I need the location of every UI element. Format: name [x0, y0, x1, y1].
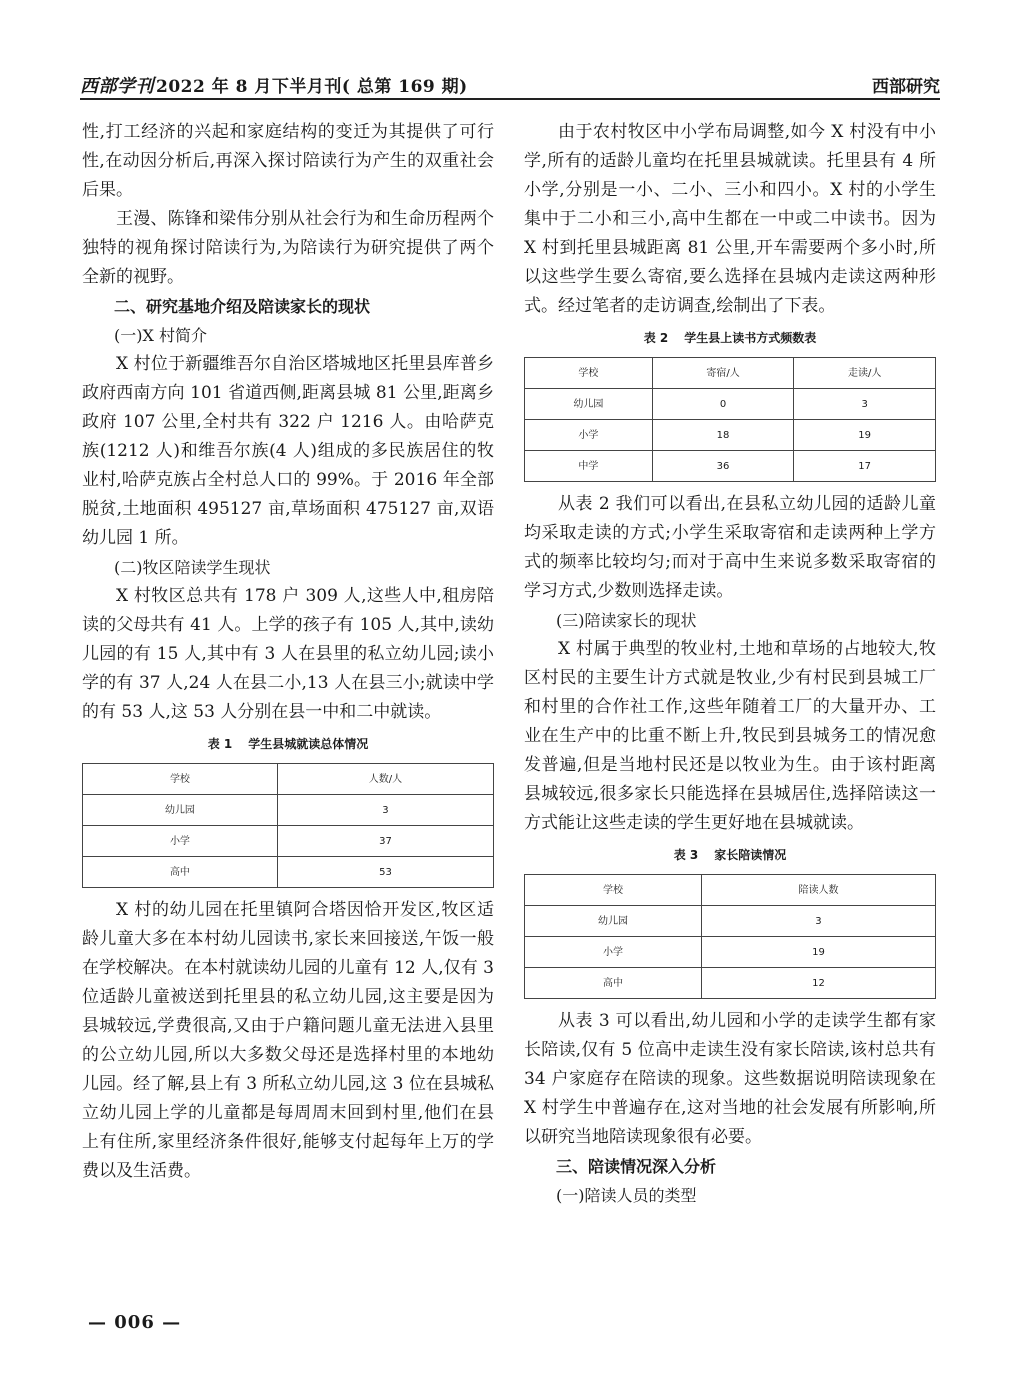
table-cell: 3 [794, 389, 936, 420]
table-row [525, 451, 936, 482]
table-cell: 3 [701, 906, 935, 937]
table-cell: 19 [701, 937, 935, 968]
table-cell: 0 [652, 389, 794, 420]
table-row [83, 826, 494, 857]
table-number: 表 3 [673, 848, 699, 862]
table-cell: 中学 [525, 451, 653, 482]
table-cell: 36 [652, 451, 794, 482]
table-row [525, 937, 936, 968]
table-number: 表 2 [643, 331, 669, 345]
table-caption [82, 735, 494, 753]
table-cell: 53 [277, 857, 493, 888]
section-title: 西部研究 [872, 77, 940, 97]
table-row [525, 906, 936, 937]
journal-logo: 西部学刊 [80, 76, 154, 97]
table-cell: 19 [794, 420, 936, 451]
page-number: — 006 — [88, 1312, 182, 1333]
table-caption [524, 846, 936, 864]
left-column [82, 118, 494, 1186]
table-cell: 小学 [525, 937, 702, 968]
table-title: 学生县城就读总体情况 [248, 737, 369, 751]
column-header: 走读/人 [794, 358, 936, 389]
paragraph: 王漫、陈锋和梁伟分别从社会行为和生命历程两个独特的视角探讨陪读行为,为陪读行为研究提供了两个全新的视野。 [82, 209, 494, 287]
column-header: 人数/人 [277, 764, 493, 795]
table-row [525, 968, 936, 999]
paragraph: X 村的幼儿园在托里镇阿合塔因恰开发区,牧区适龄儿童大多在本村幼儿园读书,家长来回接送,午饭一般在学校解决。在本村就读幼儿园的儿童有 12 人,仅有 3 位适龄儿童被送到托里县的私立幼儿园,这主要是因为县城较远,学费很高,又由于户籍问题儿童无法进入县里的公立幼儿园,所以大多数父母还是选择村里的本地幼儿园。经了解,县上有 3 所私立幼儿园,这 3 位在县城私立幼儿园上学的儿童都是每周周末回到村里,他们在县上有住所,家里经济条件很好,能够支付起每年上万的学费以及生活费。 [82, 900, 494, 1181]
right-column [524, 118, 936, 1210]
column-header: 寄宿/人 [652, 358, 794, 389]
paragraph: X 村位于新疆维吾尔自治区塔城地区托里县库普乡政府西南方向 101 省道西侧,距离县城 81 公里,距离乡政府 107 公里,全村共有 322 户 1216 人。由哈萨克族(1212 人)和维吾尔族(4 人)组成的多民族居住的牧业村,哈萨克族占全村总人口的 99%。于 2016 年全部脱贫,土地面积 495127 亩,草场面积 475127 亩,双语幼儿园 1 所。 [82, 354, 494, 548]
subsection-heading: (一)陪读人员的类型 [556, 1186, 697, 1205]
paragraph: 由于农村牧区中小学布局调整,如今 X 村没有中小学,所有的适龄儿童均在托里县城就读。托里县有 4 所小学,分别是一小、二小、三小和四小。X 村的小学生集中于二小和三小,高中生都在一中或二中读书。因为 X 村到托里县城距离 81 公里,开车需要两个多小时,所以这些学生要么寄宿,要么选择在县城内走读这两种形式。经过笔者的走访调查,绘制出了下表。 [524, 122, 936, 316]
paragraph: 性,打工经济的兴起和家庭结构的变迁为其提供了可行性,在动因分析后,再深入探讨陪读行为产生的双重社会后果。 [82, 122, 494, 200]
table-cell: 幼儿园 [525, 906, 702, 937]
table-cell: 高中 [525, 968, 702, 999]
subsection-heading: (一)X 村简介 [114, 326, 207, 345]
paragraph: X 村属于典型的牧业村,土地和草场的占地较大,牧区村民的主要生计方式就是牧业,少有村民到县城工厂和村里的合作社工作,这些年随着工厂的大量开办、工业在生产中的比重不断上升,牧民到县城务工的情况愈发普遍,但是当地村民还是以牧业为生。由于该村距离县城较远,很多家长只能选择在县城居住,选择陪读这一方式能让这些走读的学生更好地在县城就读。 [524, 639, 936, 833]
table-1 [82, 763, 494, 888]
table-row [83, 857, 494, 888]
table-row [525, 420, 936, 451]
table-cell: 3 [277, 795, 493, 826]
subsection-heading: (三)陪读家长的现状 [556, 611, 697, 630]
table-title: 学生县上读书方式频数表 [684, 331, 817, 345]
table-cell: 18 [652, 420, 794, 451]
issue-info: 2022 年 8 月下半月刊( 总第 169 期) [156, 77, 468, 97]
section-heading: 二、研究基地介绍及陪读家长的现状 [114, 297, 371, 316]
table-title: 家长陪读情况 [714, 848, 787, 862]
paragraph: X 村牧区总共有 178 户 309 人,这些人中,租房陪读的父母共有 41 人。上学的孩子有 105 人,其中,读幼儿园的有 15 人,其中有 3 人在县里的私立幼儿园;读小学的有 37 人,24 人在县二小,13 人在县三小;就读中学的有 53 人,这 53 人分别在县一中和二中就读。 [82, 586, 494, 722]
table-caption [524, 329, 936, 347]
column-header: 学校 [525, 358, 653, 389]
table-header-row [525, 358, 936, 389]
table-cell: 37 [277, 826, 493, 857]
table-2 [524, 357, 936, 482]
table-number: 表 1 [207, 737, 233, 751]
table-header-row [525, 875, 936, 906]
paragraph: 从表 2 我们可以看出,在县私立幼儿园的适龄儿童均采取走读的方式;小学生采取寄宿和走读两种上学方式的频率比较均匀;而对于高中生来说多数采取寄宿的学习方式,少数则选择走读。 [524, 494, 936, 601]
table-row [525, 389, 936, 420]
table-3 [524, 874, 936, 999]
table-cell: 高中 [83, 857, 278, 888]
column-header: 学校 [83, 764, 278, 795]
table-cell: 小学 [83, 826, 278, 857]
table-header-row [83, 764, 494, 795]
page-header [80, 68, 940, 100]
section-heading: 三、陪读情况深入分析 [556, 1157, 717, 1176]
table-cell: 12 [701, 968, 935, 999]
column-header: 陪读人数 [701, 875, 935, 906]
subsection-heading: (二)牧区陪读学生现状 [114, 558, 271, 577]
table-cell: 17 [794, 451, 936, 482]
journal-issue [80, 72, 468, 98]
table-row [83, 795, 494, 826]
column-header: 学校 [525, 875, 702, 906]
table-cell: 幼儿园 [83, 795, 278, 826]
table-cell: 小学 [525, 420, 653, 451]
paragraph: 从表 3 可以看出,幼儿园和小学的走读学生都有家长陪读,仅有 5 位高中走读生没有家长陪读,该村总共有 34 户家庭存在陪读的现象。这些数据说明陪读现象在 X 村学生中普遍存在,这对当地的社会发展有所影响,所以研究当地陪读现象很有必要。 [524, 1011, 936, 1147]
table-cell: 幼儿园 [525, 389, 653, 420]
